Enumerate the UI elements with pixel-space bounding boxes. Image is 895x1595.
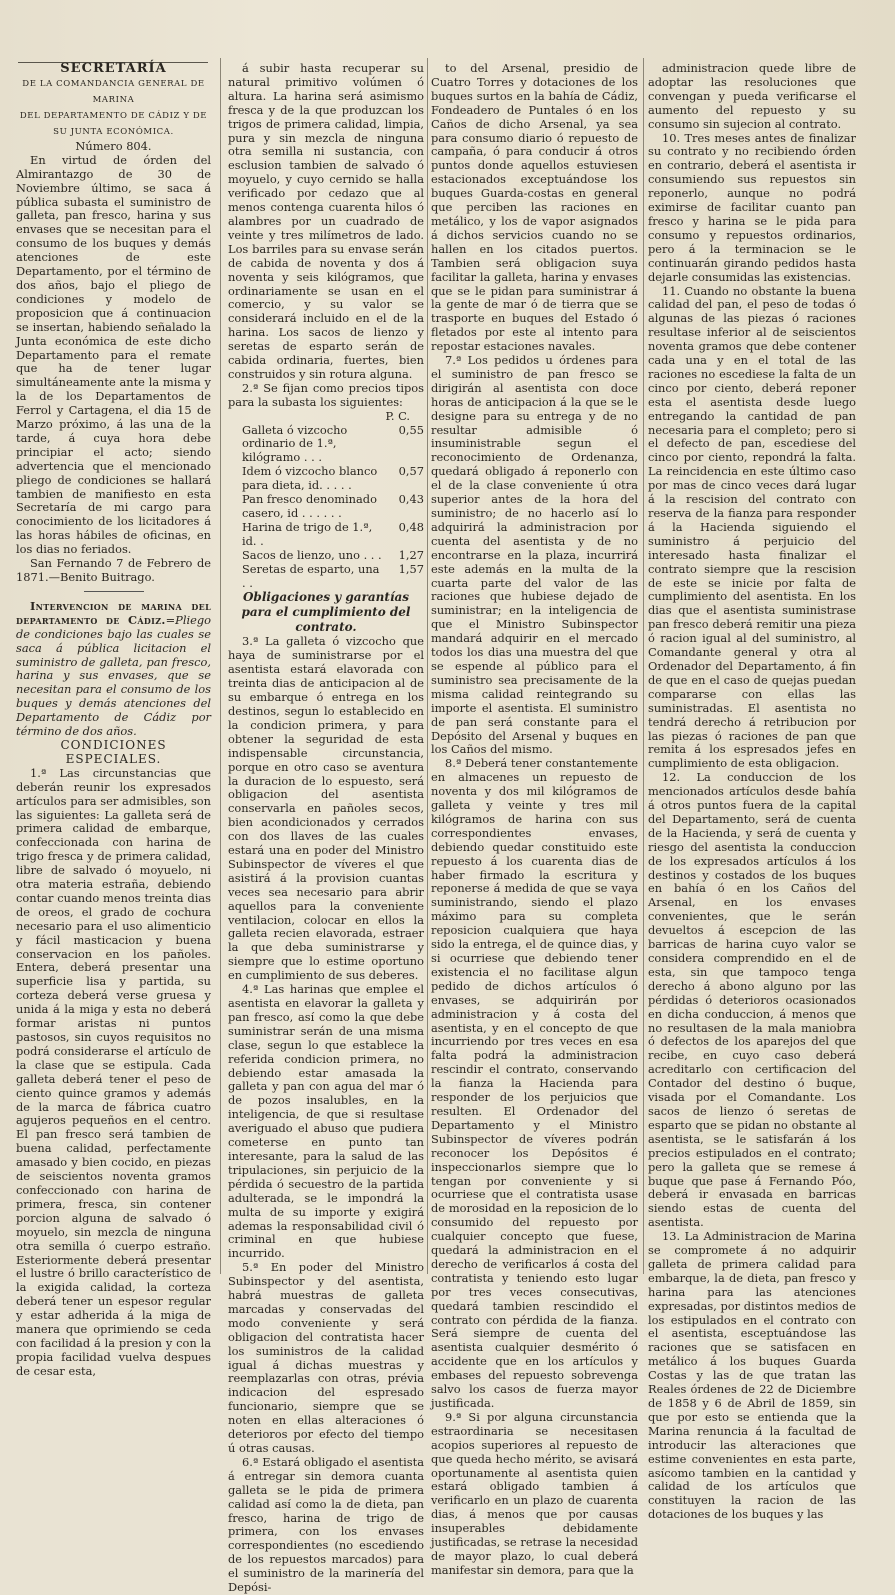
price-value: 0,55 bbox=[398, 422, 424, 437]
section-subtitle-1: DE LA COMANDANCIA GENERAL DE MARINA bbox=[22, 78, 205, 105]
condition-13: 13. La Administracion de Marina se compromete á no adquirir galleta de primera calidad para embarque, la de dieta, pan fresco y harina para las atenciones expresadas, por distintos medios de los estipulados en el contrato con el asentista, esceptuándose las raciones que se satisfacen en metálico á los buques Guarda Costas y las de que tratan las Reales órdenes de 22 de Diciembre de 1858 y 6 de Abril de 1859, sin que por esto se entienda que la Marina renuncia á la facultad de introducir las alteraciones que estime convenientes en esta parte, asícomo tambien en la cantidad y calidad de los artículos que constituyen la racion de las dotaciones de los buques y las bbox=[648, 1229, 856, 1522]
condition-1: 1.ª Las circunstancias que deberán reunir los expresados artículos para ser admisibles, son las siguientes: La galleta será de primera calidad de embarque, confeccionada con harina de trigo fresca y de primera calidad, libre de salvado ó moyuelo, ni otra materia estraña, debiendo contar cuando menos treinta dias de oreos, el grado de cochura necesario para el uso alimenticio y fácil masticacion y buena conservacion en los pañoles. Entera, deberá presentar una superficie lisa y partida, su corteza deberá verse gruesa y unida á la miga y esta no deberá formar aristas ni puntos pastosos, sin cuyos requisitos no podrá considerarse el artículo de la clase que se estipula. Cada galleta deberá tener el peso de ciento quince gramos y además de la marca de fábrica cuatro agujeros pequeños en el centro. El pan fresco será tambien de buena calidad, perfectamente amasado y bien cocido, en piezas de seiscientos noventa gramos confeccionado con harina de primera, fresca, sin contener porcion alguna de salvado ó moyuelo, sin mezcla de ninguna otra semilla ó cuerpo estraño. Esteriormente deberá presentar el lustre ó brillo característico de la exigida calidad, la corteza deberá tener un espesor regular y estar adherida á la miga de manera que oprimiendo se ceda con facilidad á la presion y con la propia facilidad vuelva despues de cesar esta, bbox=[16, 765, 211, 1378]
condition-8: 8.ª Deberá tener constantemente en almacenes un repuesto de noventa y dos mil kilógramos de galleta y veinte y tres mil kilógramos de harina con sus correspondientes envases, debiendo quedar constituido este repuesto á los cuarenta dias de haber firmado la escritura y reponerse á medida de que se vaya suministrando, siendo el plazo máximo para su completa reposicion cualquiera que haya sido la entrega, el de quince dias, y si ocurriese que debiendo tener existencia el no facilitase algun pedido de dichos artículos ó envases, se adquirirán por administracion y á costa del asentista, y en el concepto de que incurriendo por tres veces en esa falta podrá la administracion rescindir el contrato, conservando la fianza la Hacienda para responder de los perjuicios que resulten. El Ordenador del Departamento y el Ministro Subinspector de víveres podrán reconocer los Depósitos é inspeccionarlos siempre que lo tengan por conveniente y si ocurriese que el contratista usase de morosidad en la reposicion de lo consumido del repuesto por cualquier concepto que fuese, quedará la administracion en el derecho de verificarlos á costa del contratista y teniendo esto lugar por tres veces consecutivas, quedará tambien rescindido el contrato con pérdida de la fianza. Será siempre de cuenta del asentista cualquier desmérito ó accidente que en los artículos y embases del repuesto sobrevenga salvo los casos de fuerza mayor justificada. bbox=[431, 756, 638, 1410]
condition-12: 12. La conduccion de los mencionados artículos desde bahía á otros puntos fuera de la capital del Departamento, será de cuenta de la Hacienda, y será de cuenta y riesgo del asentista la conduccion de los expresados artículos á los destinos y costados de los buques en bahía ó en los Caños del Arsenal, en los envases convenientes, que le serán devueltos á escepcion de las barricas de harina cuyo valor se considera comprendido en el de esta, sin que tampoco tenga derecho á abono alguno por las pérdidas ó deterioros ocasionados en dicha conduccion, á menos que no resultasen de la mala maniobra ó defectos de los aparejos del que recibe, en cuyo caso deberá acreditarlo con certificacion del Contador del destino ó buque, visada por el Comandante. Los sacos de lienzo ó seretas de esparto que se pidan no obstante al asentista, se le satisfarán á los precios estipulados en el contrato; pero la galleta que se remese á buque que pase á Fernando Póo, deberá ir envasada en barricas siendo estas de cuenta del asentista. bbox=[648, 770, 856, 1230]
column-rule-3 bbox=[643, 58, 644, 1274]
section-subtitle-2: DEL DEPARTAMENTO DE CÁDIZ Y DE bbox=[19, 110, 208, 121]
price-row bbox=[228, 563, 424, 591]
column-rule-2 bbox=[427, 58, 428, 1274]
condition-11: 11. Cuando no obstante la buena calidad del pan, el peso de todas ó algunas de las piezas ó raciones resultase inferior al de seiscientos noventa gramos que debe contener cada una y en el total de las raciones no escediese la falta de un cinco por ciento, deberá reponer esta el asentista desde luego entregando la cantidad de pan necesaria para el completo; pero si el defecto de pan, escediese del cinco por ciento, repondrá la falta. La reincidencia en este último caso por mas de cinco veces dará lugar á la rescision del contrato con reserva de la fianza para responder á la Hacienda siguiendo el suministro á perjuicio del interesado hasta finalizar el contrato siempre que la rescision de este se inicie por falta de cumplimiento del asentista. En los dias que el asentista suministrase pan fresco deberá remitir una pieza ó racion igual al del suministro, al Comandante general y otra al Ordenador del Departamento, á fin de que en el caso de quejas puedan compararse con ellas las suministradas. El asentista no tendrá derecho á retribucion por las piezas ó raciones de pan que remita á los espresados jefes en cumplimiento de esta obligacion. bbox=[648, 283, 856, 771]
condition-9: 9.ª Si por alguna circunstancia estraordinaria se necesitasen acopios superiores al repuesto de que queda hecho mérito, se avisará oportunamente al asentista quien estará obligado tambien á verificarlo en un plazo de cuarenta dias, á menos que por causas insuperables debidamente justificadas, se retrase la necesidad de mayor plazo, lo cual deberá manifestar sin demora, para que la bbox=[431, 1409, 638, 1577]
price-value: 1,57 bbox=[398, 561, 424, 576]
column-2 bbox=[228, 61, 424, 1595]
signature-line: San Fernando 7 de Febrero de 1871.—Benito Buitrago. bbox=[16, 556, 211, 584]
price-label: Seretas de esparto, una . . bbox=[242, 561, 380, 590]
section-subtitle-3: SU JUNTA ECONÓMICA. bbox=[53, 126, 174, 137]
intervention-text: =Pliego de condiciones bajo las cuales se saca á pública licitacion el suministro de galleta, pan fresco, harina y sus envases, que se necesitan para el consumo de los buques y demás atenciones del Departamento de Cádiz por término de dos años. bbox=[16, 612, 211, 739]
price-row bbox=[228, 549, 424, 563]
column-3 bbox=[431, 61, 638, 1577]
price-row bbox=[228, 424, 424, 466]
condition-2: 2.ª Se fijan como precios tipos para la subasta los siguientes: bbox=[228, 380, 424, 409]
condition-7: 7.ª Los pedidos u órdenes para el suministro de pan fresco se dirigirán al asentista con doce horas de anticipacion á la que se le designe para su entrega y de no resultar admisible ó insuministrable segun el reconocimiento de Ordenanza, quedará obligado á reponerlo con el de la clase conveniente ú otra superior antes de la hora del suministro; de no hacerlo así lo adquirirá la administracion por cuenta del asentista y de no encontrarse en la plaza, incurrirá este además en la multa de la cuarta parte del valor de las raciones que hubiese dejado de suministrar; en la inteligencia de que el Ministro Subinspector mandará adquirir en el mercado todos los dias una muestra del que se espende al público para el suministro sea precisamente de la misma calidad reintegrando su importe el asentista. El suministro de pan será constante para el Depósito del Arsenal y buques en los Caños del mismo. bbox=[431, 353, 638, 757]
separator bbox=[84, 591, 144, 592]
obligations-heading: Obligaciones y garantías para el cumplimiento del contrato. bbox=[241, 590, 411, 635]
notice-number: Número 804. bbox=[75, 138, 152, 153]
column-rule-1 bbox=[220, 58, 221, 1274]
price-value: 1,27 bbox=[398, 547, 424, 562]
section-title: SECRETARÍA bbox=[60, 61, 167, 76]
condition-9-continued: administracion quede libre de adoptar las resoluciones que convengan y pueda verificarse el aumento del repuesto y su consumo sin sujecion al contrato. bbox=[648, 61, 856, 131]
price-value: 0,57 bbox=[398, 464, 424, 479]
intervention-paragraph bbox=[16, 600, 211, 739]
announcement-text: En virtud de órden del Almirantazgo de 30 de Noviembre último, se saca á pública subasta el suministro de galleta, pan fresco, harina y sus envases que se necesitan para el consumo de los buques y demás atenciones de este Departamento, por el término de dos años, bajo el pliego de condiciones y modelo de proposicion que á continuacion se insertan, habiendo señalado la Junta económica de este dicho Departamento para el remate que ha de tener lugar simultáneamente ante la misma y la de los Departamentos de Ferrol y Cartagena, el dia 15 de Marzo próximo, á las una de la tarde, á cuya hora debe principiar el acto; siendo advertencia que el mencionado pliego de condiciones se hallará tambien de manifiesto en esta Secretaría de mi cargo para conocimiento de los licitadores á las horas hábiles de oficinas, en los dias no feriados. bbox=[16, 152, 211, 557]
price-label: Pan fresco denominado casero, id . . . . . . bbox=[242, 492, 377, 520]
conditions-heading: CONDICIONES ESPECIALES. bbox=[60, 737, 167, 766]
condition-4: 4.ª Las harinas que emplee el asentista en elavorar la galleta y pan fresco, así como la que debe suministrar serán de una misma clase, segun lo que establece la referida condicion primera, no debiendo estar amasada la galleta y pan con agua del mar ó de pozos insalubles, en la inteligencia, de que si resultase averiguado el abuso que pudiera cometerse en punto tan interesante, para la salud de las tripulaciones, sin perjuicio de la pérdida ó secuestro de la partida adulterada, se le impondrá la multa de su importe y exigirá ademas la responsabilidad civil ó criminal en que hubiese incurrido. bbox=[228, 982, 424, 1261]
price-row bbox=[228, 465, 424, 493]
condition-3: 3.ª La galleta ó vizcocho que haya de suministrarse por el asentista estará elavorada con treinta dias de anticipacion al de su embarque ó entrega en los destinos, segun lo establecido en la condicion primera, y para obtener la seguridad de esta indispensable circunstancia, porque en otro caso se aventura la duracion de lo espuesto, será obligacion del asentista conservarla en pañoles secos, bien acondicionados y cerrados con dos llaves de las cuales estará una en poder del Ministro Subinspector de víveres el que asistirá á la provision cuantas veces sea necesario para abrir aquellos para la conveniente ventilacion, colocar en ellos la galleta recien elavorada, estraer la que deba suministrarse y siempre que lo estime oportuno en cumplimiento de sus deberes. bbox=[228, 634, 424, 983]
condition-6-continued: to del Arsenal, presidio de Cuatro Torres y dotaciones de los buques surtos en la bahía de Cádiz, Fondeadero de Puntales ó en los Caños de dicho Arsenal, ya sea para consumo diario ó repuesto de campaña, ó para conducir á otros puntos donde aquellos estuviesen estacionados exceptuándose los buques Guarda-costas en general que perciben las raciones en metálico, y los de vapor asignados á dichos servicios cuando no se hallen en los citados puertos. Tambien será obligacion suya facilitar la galleta, harina y envases que se le pidan para suministrar á la gente de mar ó de tierra que se trasporte en buques del Estado ó fletados por este al intento para repostar estaciones navales. bbox=[431, 61, 638, 354]
condition-10: 10. Tres meses antes de finalizar su contrato y no recibiendo órden en contrario, deberá el asentista ir consumiendo sus repuestos sin reponerlo, aunque no podrá eximirse de facilitar cuanto pan fresco y harina se le pida para consumo y repuestos ordinarios, pero á la terminacion se le continuarán girando pedidos hasta dejarle consumidas las existencias. bbox=[648, 130, 856, 284]
condition-1-continued: á subir hasta recuperar su natural primitivo volúmen ó altura. La harina será asimismo fresca y de la que produzcan los trigos de primera calidad, limpia, pura y sin mezcla de ninguna otra semilla ni sustancia, con esclusion tambien de salvado ó moyuelo, y cuyo cernido se halla verificado por cedazo que al menos contenga cuarenta hilos ó alambres por un cuadrado de veinte y tres milímetros de lado. Los barriles para su envase serán de cabida de noventa y dos á noventa y seis kilógramos, que ordinariamente se usan en el comercio, y su valor se considerará incluido en el de la harina. Los sacos de lienzo y seretas de esparto serán de cabida ordinaria, fuertes, bien construidos y sin rotura alguna. bbox=[228, 61, 424, 381]
price-label: Idem ó vizcocho blanco para dieta, id. . . . . bbox=[242, 464, 378, 493]
price-table bbox=[228, 424, 424, 591]
price-value: 0,48 bbox=[398, 519, 424, 534]
price-row bbox=[228, 521, 424, 549]
price-value: 0,43 bbox=[398, 492, 424, 507]
price-row bbox=[228, 493, 424, 521]
column-4 bbox=[648, 61, 856, 1522]
intervention-caption: Intervencion de marina del departamento de Cádiz. bbox=[16, 598, 211, 627]
column-1 bbox=[16, 61, 211, 1378]
price-table-header: P. C. bbox=[385, 408, 410, 423]
price-label: Sacos de lienzo, uno . . . bbox=[242, 547, 382, 562]
condition-6: 6.ª Estará obligado el asentista á entregar sin demora cuanta galleta se le pida de primera calidad así como la de dieta, pan fresco, harina de trigo de primera, con los envases correspondientes (no escediendo de los repuestos marcados) para el suministro de la marinería del Depósi- bbox=[228, 1454, 424, 1595]
condition-5: 5.ª En poder del Ministro Subinspector y del asentista, habrá muestras de galleta marcadas y conservadas del modo conveniente y será obligacion del contratista hacer los suministros de la calidad igual á dichas muestras y reemplazarlas con otras, prévia indicacion del espresado funcionario, siempre que se noten en ellas alteraciones ó deterioros por efecto del tiempo ú otras causas. bbox=[228, 1260, 424, 1455]
price-label: Galleta ó vizcocho ordinario de 1.ª, kilógramo . . . bbox=[242, 422, 348, 465]
price-label: Harina de trigo de 1.ª, id. . bbox=[242, 519, 373, 548]
